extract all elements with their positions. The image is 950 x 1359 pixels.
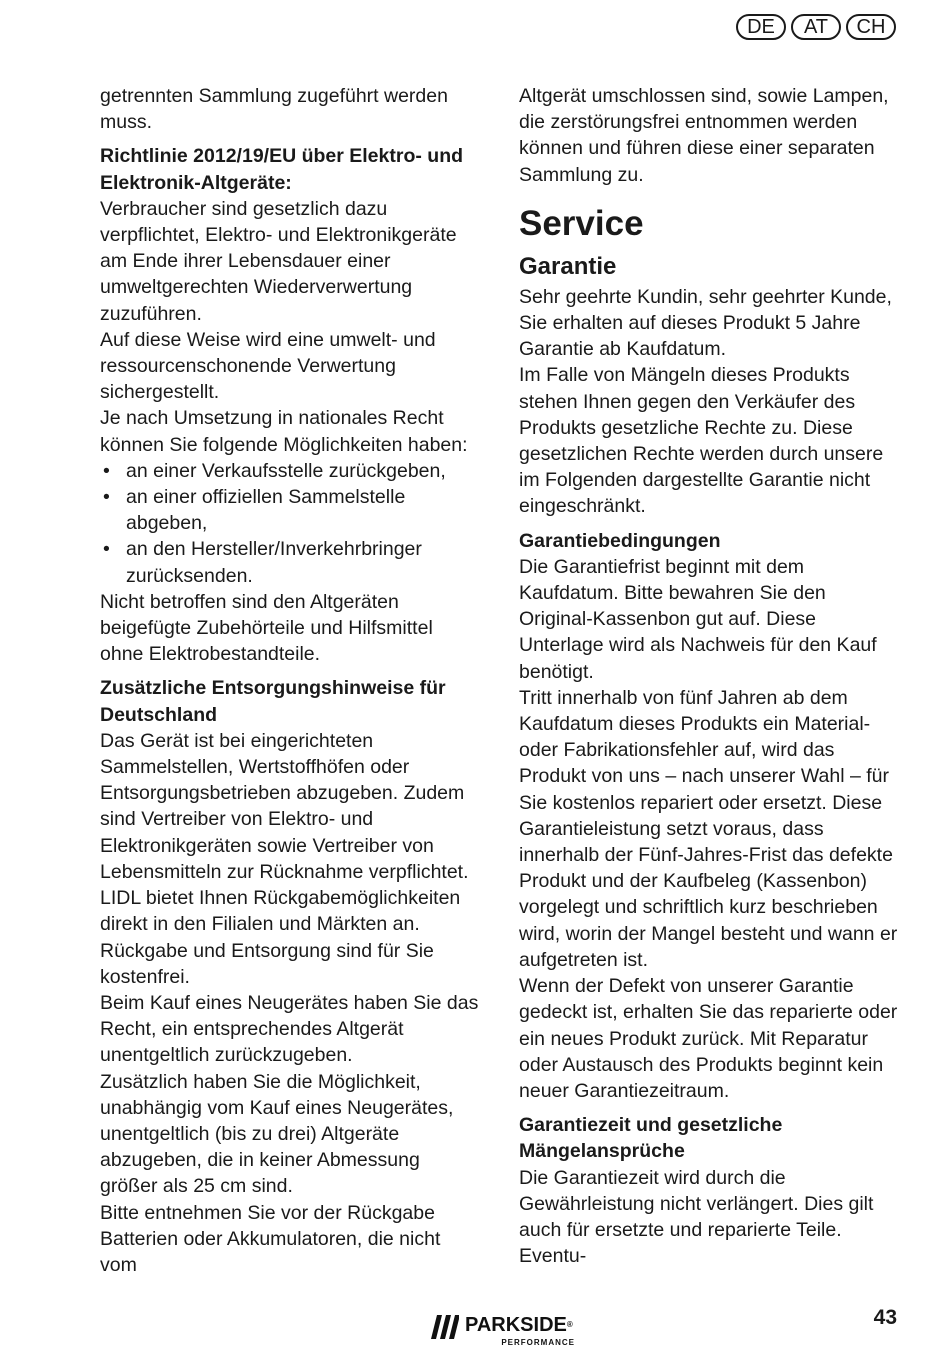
paragraph: Beim Kauf eines Neugerätes haben Sie das Recht, ein entsprechendes Altgerät unentgeltlich zurückzugeben. [100,991,479,1067]
section-heading: Garantie [519,252,617,280]
paragraph: Nicht betroffen sind den Altgeräten beigefügte Zubehörteile und Hilfsmittel ohne Elektrobestandteile. [100,590,433,666]
page-number: 43 [873,1306,897,1329]
section-title: Service [519,203,644,243]
brand-name: PARKSIDE® [465,1314,573,1336]
list-item: • an den Hersteller/Inverkehrbringer zurücksenden. [100,536,480,588]
brand-slashes-icon [431,1315,459,1339]
paragraph: Die Garantiefrist beginnt mit dem Kaufdatum. Bitte bewahren Sie den Original-Kassenbon gut auf. Diese Unterlage wird als Nachweis für den Kauf benötigt. [519,555,877,683]
subheading: Richtlinie 2012/19/EU über Elektro- und Elektronik-Altgeräte: [100,145,464,194]
subheading: Garantiebedingungen [519,529,721,552]
subheading: Garantiezeit und gesetzliche Mängelansprüche [519,1114,783,1163]
bullet-list [100,458,480,589]
paragraph: Auf diese Weise wird eine umwelt- und ressourcenschonende Verwertung sichergestellt. [100,328,436,404]
right-column [519,83,899,1269]
paragraph: Zusätzlich haben Sie die Möglichkeit, unabhängig vom Kauf eines Neugerätes, unentgeltlich (bis zu drei) Altgeräte abzugeben, die in keiner Abmessung größer als 25 cm sind. [100,1070,454,1198]
paragraph: Bitte entnehmen Sie vor der Rückgabe Batterien oder Akkumulatoren, die nicht vom [100,1201,441,1276]
parkside-logo [431,1313,583,1353]
list-item: • an einer Verkaufsstelle zurückgeben, [100,458,480,484]
paragraph: Tritt innerhalb von fünf Jahren ab dem Kaufdatum dieses Produkts ein Material- oder Fabrikationsfehler auf, wird das Produkt von uns – nach unserer Wahl – für Sie kostenlos repariert oder ersetzt. Diese Garantieleistung setzt voraus, dass innerhalb der Fünf-Jahres-Frist das defekte Produkt und der Kaufbeleg (Kassenbon) vorgelegt und schriftlich kurz beschrieben wird, worin der Mangel besteht und wann er aufgetreten ist. [519,686,898,971]
left-column [100,83,480,1278]
country-badge-ch: CH [846,14,896,40]
paragraph: Sehr geehrte Kundin, sehr geehrter Kunde, Sie erhalten auf dieses Produkt 5 Jahre Garantie ab Kaufdatum. [519,285,892,361]
paragraph: Im Falle von Mängeln dieses Produkts stehen Ihnen gegen den Verkäufer des Produkts gesetzliche Rechte zu. Diese gesetzlichen Rechte werden durch unsere im Folgenden dargestellte Garantie nicht eingeschränkt. [519,364,884,518]
paragraph: getrennten Sammlung zugeführt werden muss. [100,85,448,134]
paragraph: Wenn der Defekt von unserer Garantie gedeckt ist, erhalten Sie das reparierte oder ein neues Produkt zurück. Mit Reparatur oder Austausch des Produkts beginnt kein neuer Garantiezeitraum. [519,975,898,1102]
country-badge-de: DE [736,14,786,40]
paragraph: Die Garantiezeit wird durch die Gewährleistung nicht verlängert. Dies gilt auch für ersetzte und reparierte Teile. Eventu- [519,1166,874,1268]
paragraph: Altgerät umschlossen sind, sowie Lampen, die zerstörungsfrei entnommen werden können und führen diese einer separaten Sammlung zu. [519,85,889,186]
brand-subline: PERFORMANCE [501,1338,575,1347]
country-badge-at: AT [791,14,841,40]
subheading: Zusätzliche Entsorgungshinweise für Deutschland [100,677,446,726]
paragraph: Je nach Umsetzung in nationales Recht können Sie folgende Möglichkeiten haben: [100,407,468,456]
country-badges [736,14,896,40]
registered-mark: ® [566,1320,573,1329]
paragraph: Verbraucher sind gesetzlich dazu verpflichtet, Elektro- und Elektronikgeräte am Ende ihrer Lebensdauer einer umweltgerechten Wiederverwertung zuzuführen. [100,197,457,325]
paragraph: Das Gerät ist bei eingerichteten Sammelstellen, Wertstoffhöfen oder Entsorgungsbetrieben abzugeben. Zudem sind Vertreiber von Elektro- und Elektronikgeräten sowie Vertreiber von Lebensmitteln zur Rücknahme verpflichtet. LIDL bietet Ihnen Rückgabemöglichkeiten direkt in den Filialen und Märkten an. Rückgabe und Entsorgung sind für Sie kostenfrei. [100,729,469,988]
list-item: • an einer offiziellen Sammelstelle abgeben, [100,484,480,536]
